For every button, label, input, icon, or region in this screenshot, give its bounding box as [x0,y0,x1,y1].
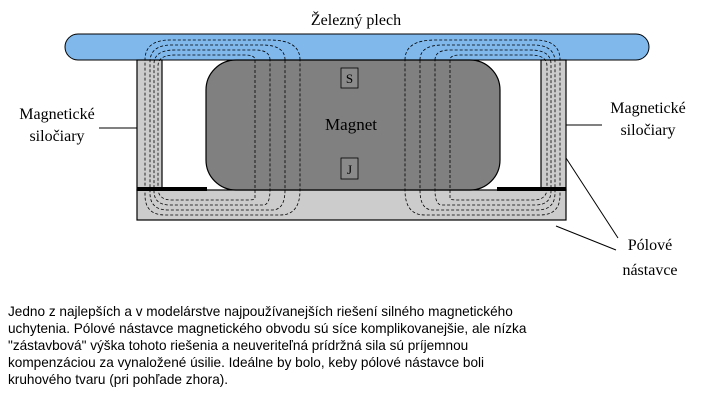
magnet-label: Magnet [325,115,377,134]
pole-south-label: J [346,162,353,177]
pole-pieces-label-2: nástavce [622,262,678,279]
field-lines-right-label-2: siločiary [620,122,676,139]
field-lines-left-label-2: siločiary [29,128,85,145]
pole-north-label: S [345,71,354,86]
caption-paragraph: Jedno z najlepších a v modelárstve najpoužívanejších riešení silného magnetického uchytenia. Pólové nástavce magnetického obvodu sú síce komplikovanejšie, ale nízka "zástavbová" výška tohoto riešenia a neuveriteľná prídržná sila sú príjemnou kompenzáciou za vynaložené úsilie. Ideálne by bolo, keby pólové nástavce boli kruhového tvaru (pri pohľade zhora). [8,304,527,387]
leader-pole-pieces-top [566,158,618,238]
pole-pieces-label-1: Pólové [627,237,673,254]
joint-left [137,187,207,191]
pole-piece-right [541,60,566,190]
field-lines-right-label-1: Magnetické [610,100,686,117]
leader-pole-pieces-bottom [556,226,616,250]
joint-right [497,187,566,191]
field-lines-left-label-1: Magnetické [19,106,95,123]
iron-sheet [65,34,649,60]
iron-sheet-label: Železný plech [310,12,402,29]
